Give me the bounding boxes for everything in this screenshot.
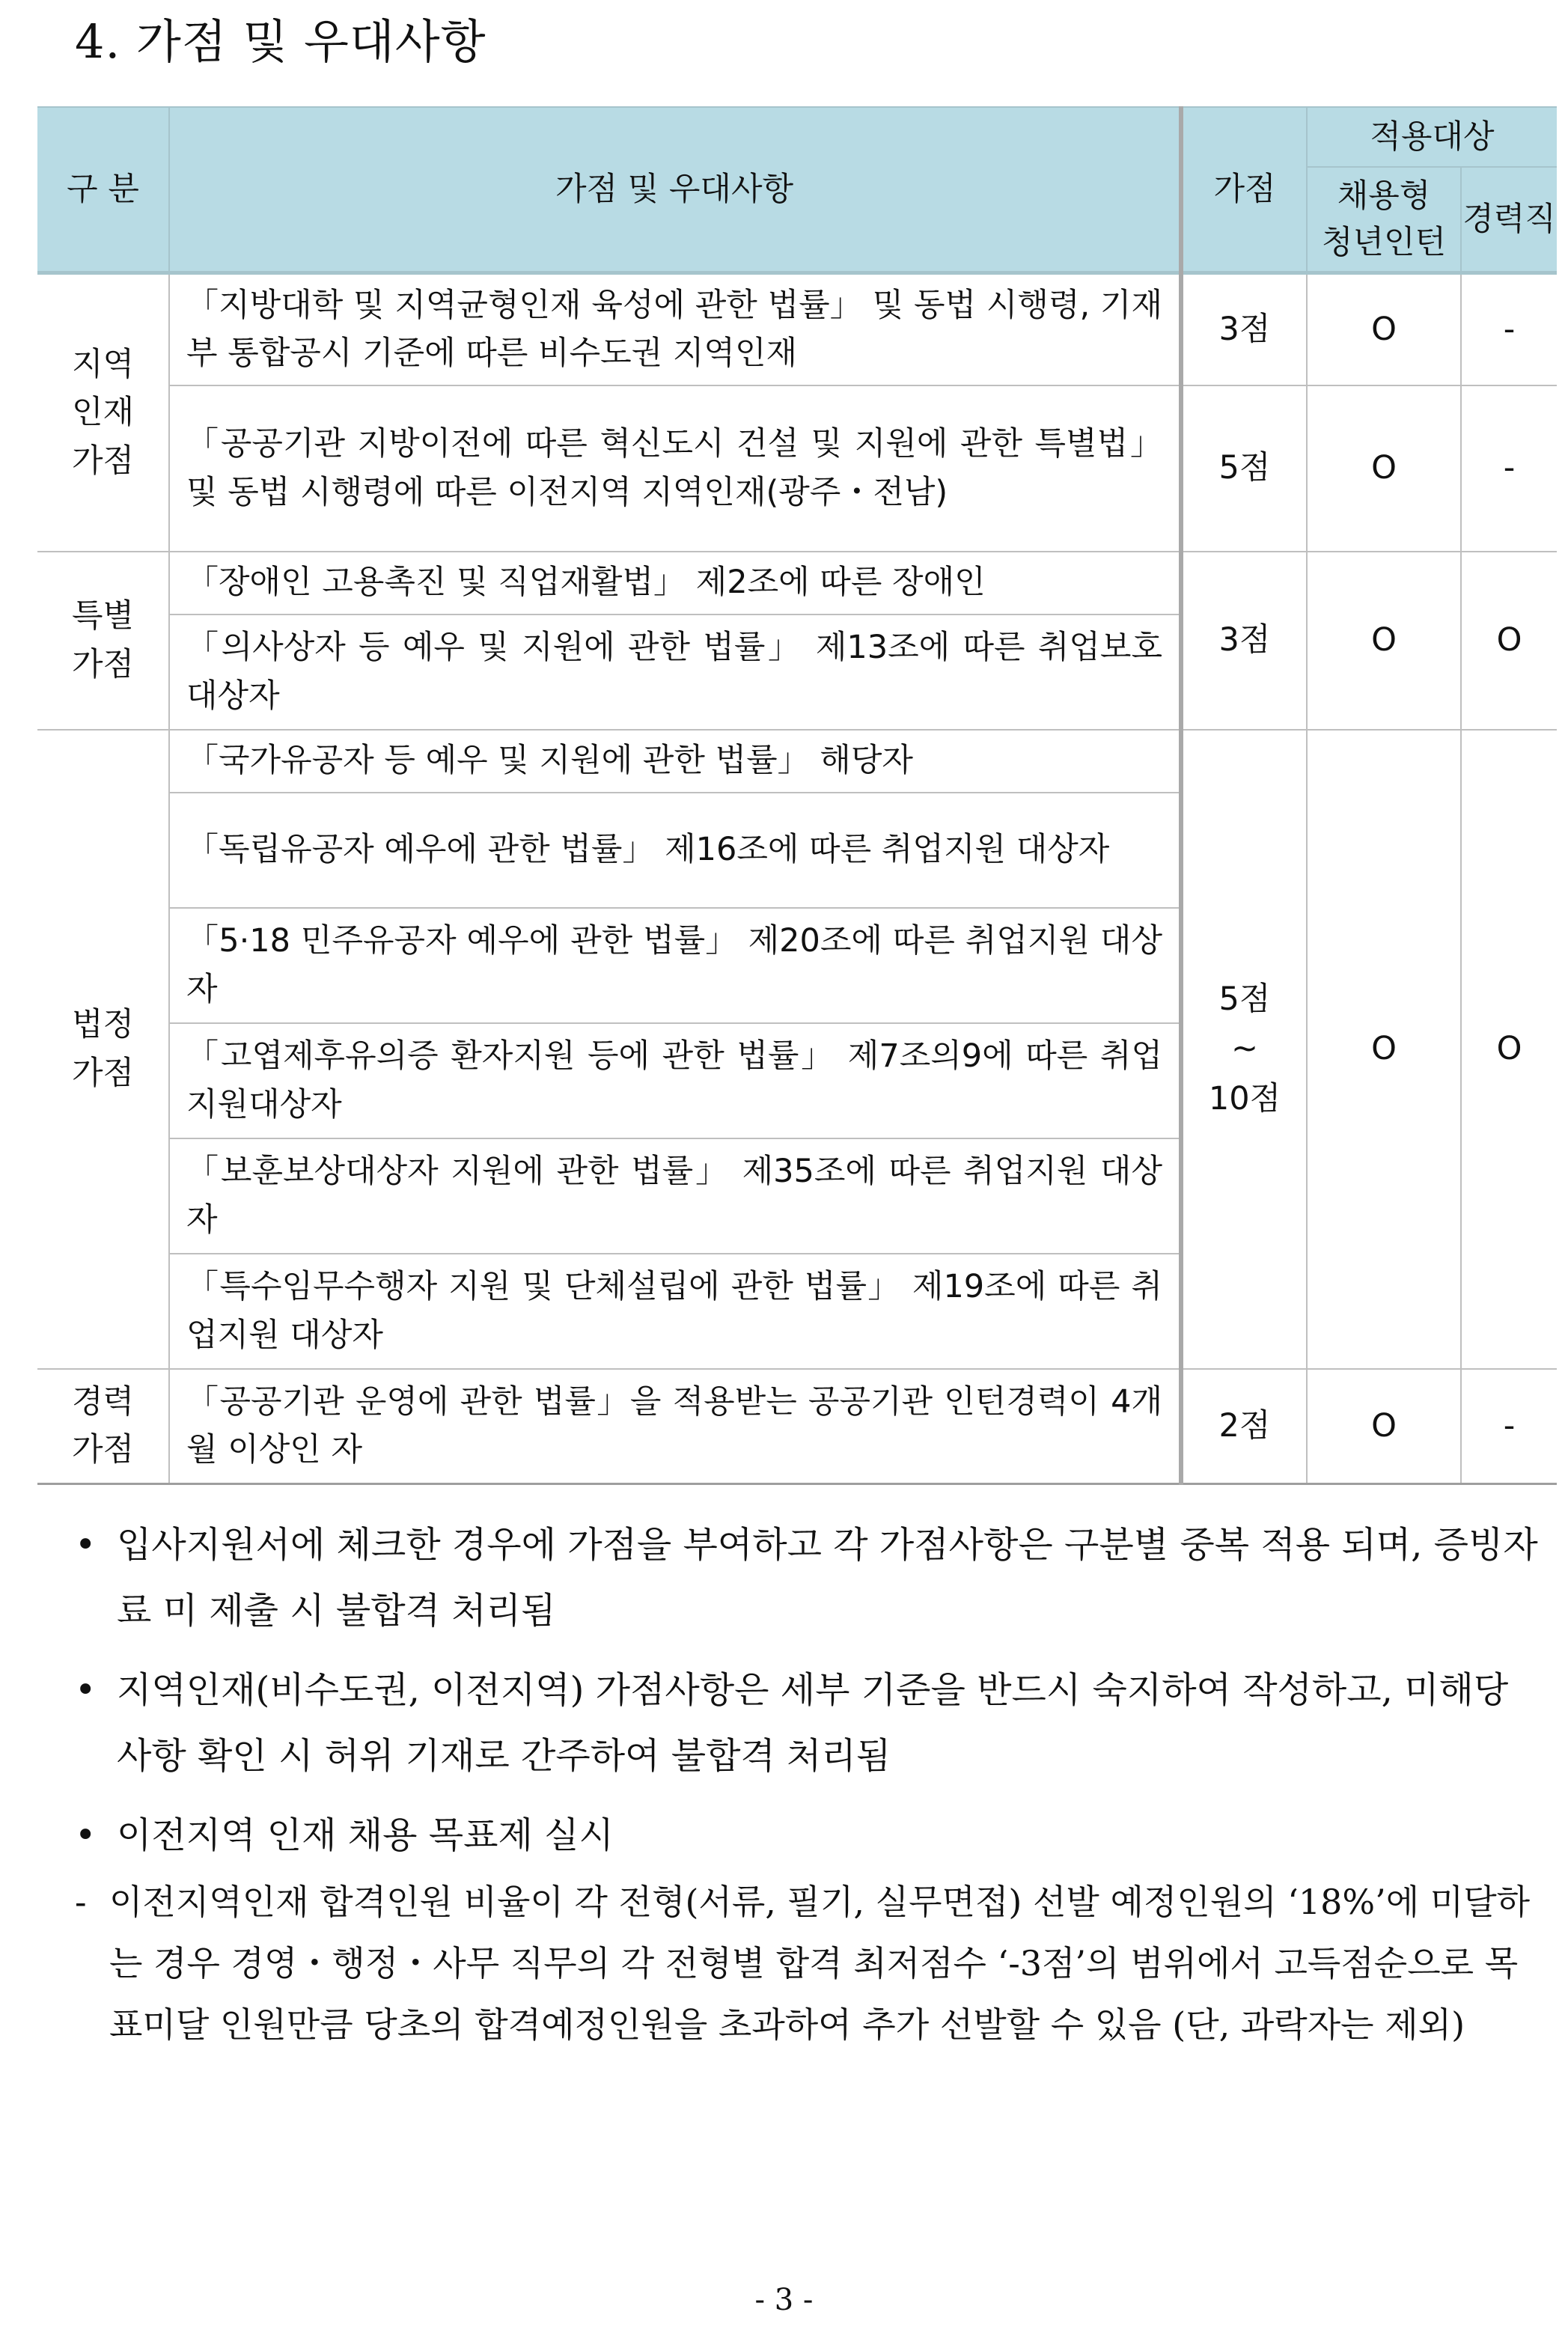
table-row	[37, 552, 1557, 615]
points-line: 3점	[1218, 621, 1271, 659]
bullet-icon: •	[75, 1669, 97, 1711]
bullet-icon: •	[75, 1524, 97, 1566]
category-cell	[37, 730, 169, 1369]
category-line: 법정	[71, 1006, 135, 1043]
header-target-intern	[1307, 167, 1461, 273]
item-cell: 「독립유공자 예우에 관한 법률」 제16조에 따른 취업지원 대상자	[169, 793, 1181, 908]
points-cell	[1181, 273, 1307, 385]
dash-icon: -	[75, 1882, 87, 1922]
points-cell	[1181, 730, 1307, 1369]
intern-mark: O	[1307, 385, 1461, 552]
table-row	[37, 273, 1557, 385]
points-line: 5점	[1218, 980, 1271, 1018]
exp-mark: -	[1461, 273, 1557, 385]
category-line: 특별	[71, 597, 135, 635]
item-cell: 「국가유공자 등 예우 및 지원에 관한 법률」 해당자	[169, 730, 1181, 793]
section-title: 4. 가점 및 우대사항	[75, 14, 486, 69]
item-cell: 「고엽제후유의증 환자지원 등에 관한 법률」 제7조의9에 따른 취업지원대상자	[169, 1023, 1181, 1138]
note-text: 이전지역 인재 채용 목표제 실시	[117, 1814, 614, 1856]
category-cell	[37, 1369, 169, 1484]
header-category: 구 분	[37, 107, 169, 273]
item-cell: 「공공기관 지방이전에 따른 혁신도시 건설 및 지원에 관한 특별법」 및 동법 시행령에 따른 이전지역 지역인재(광주・전남)	[169, 385, 1181, 552]
bullet-icon: •	[75, 1814, 97, 1856]
category-cell	[37, 552, 169, 730]
points-line: 10점	[1208, 1079, 1281, 1117]
item-cell: 「5·18 민주유공자 예우에 관한 법률」 제20조에 따른 취업지원 대상자	[169, 908, 1181, 1023]
category-line: 경력	[71, 1382, 135, 1421]
item-cell: 「특수임무수행자 지원 및 단체설립에 관한 법률」 제19조에 따른 취업지원 대상자	[169, 1254, 1181, 1369]
exp-mark: O	[1461, 552, 1557, 730]
header-item: 가점 및 우대사항	[169, 107, 1181, 273]
intern-mark: O	[1307, 552, 1461, 730]
page-number: - 3 -	[754, 2283, 814, 2317]
intern-mark: O	[1307, 273, 1461, 385]
points-line: ~	[1230, 1030, 1259, 1068]
item-cell: 「공공기관 운영에 관한 법률」을 적용받는 공공기관 인턴경력이 4개월 이상인 자	[169, 1369, 1181, 1484]
note-item	[75, 1512, 1542, 1644]
points-line: 5점	[1218, 449, 1271, 487]
note-item	[75, 1802, 1542, 1868]
item-cell: 「보훈보상대상자 지원에 관한 법률」 제35조에 따른 취업지원 대상자	[169, 1138, 1181, 1254]
item-cell: 「장애인 고용촉진 및 직업재활법」 제2조에 따른 장애인	[169, 552, 1181, 615]
header-target: 적용대상	[1307, 107, 1557, 167]
table-row	[37, 385, 1557, 552]
note-text: 지역인재(비수도권, 이전지역) 가점사항은 세부 기준을 반드시 숙지하여 작성하고, 미해당사항 확인 시 허위 기재로 간주하여 불합격 처리됨	[117, 1669, 1509, 1777]
note-text: 입사지원서에 체크한 경우에 가점을 부여하고 각 가점사항은 구분별 중복 적용 되며, 증빙자료 미 제출 시 불합격 처리됨	[117, 1524, 1538, 1632]
note-item	[75, 1657, 1542, 1789]
points-cell	[1181, 385, 1307, 552]
points-cell	[1181, 552, 1307, 730]
exp-mark: O	[1461, 730, 1557, 1369]
sub-note-text: 이전지역인재 합격인원 비율이 각 전형(서류, 필기, 실무면접) 선발 예정인원의 ‘18%’에 미달하는 경우 경영・행정・사무 직무의 각 전형별 합격 최저점수 ‘-3점’의 범위에서 고득점순으로 목표미달 인원만큼 당초의 합격예정인원을 초과하여 추가 선발할 수 있음 (단, 과락자는 제외)	[109, 1882, 1531, 2045]
category-cell	[37, 273, 169, 552]
category-line: 가점	[71, 442, 135, 480]
notes-section	[75, 1512, 1542, 2055]
header-target-exp: 경력직	[1461, 167, 1557, 273]
header-target-intern-line1: 채용형	[1337, 177, 1431, 215]
category-line: 가점	[71, 645, 135, 683]
category-line: 가점	[71, 1054, 135, 1092]
points-line: 3점	[1218, 310, 1271, 348]
table-row	[37, 730, 1557, 793]
intern-mark: O	[1307, 730, 1461, 1369]
category-line: 지역	[71, 345, 135, 383]
exp-mark: -	[1461, 385, 1557, 552]
table-row	[37, 1369, 1557, 1484]
item-cell: 「지방대학 및 지역균형인재 육성에 관한 법률」 및 동법 시행령, 기재부 통합공시 기준에 따른 비수도권 지역인재	[169, 273, 1181, 385]
points-cell	[1181, 1369, 1307, 1484]
item-cell: 「의사상자 등 예우 및 지원에 관한 법률」 제13조에 따른 취업보호 대상자	[169, 615, 1181, 730]
exp-mark: -	[1461, 1369, 1557, 1484]
intern-mark: O	[1307, 1369, 1461, 1484]
points-line: 2점	[1218, 1406, 1271, 1445]
header-points: 가점	[1181, 107, 1307, 273]
bonus-points-table	[37, 106, 1557, 1485]
header-target-intern-line2: 청년인턴	[1321, 224, 1447, 261]
sub-note	[75, 1871, 1542, 2055]
category-line: 인재	[71, 394, 135, 431]
category-line: 가점	[71, 1431, 135, 1469]
